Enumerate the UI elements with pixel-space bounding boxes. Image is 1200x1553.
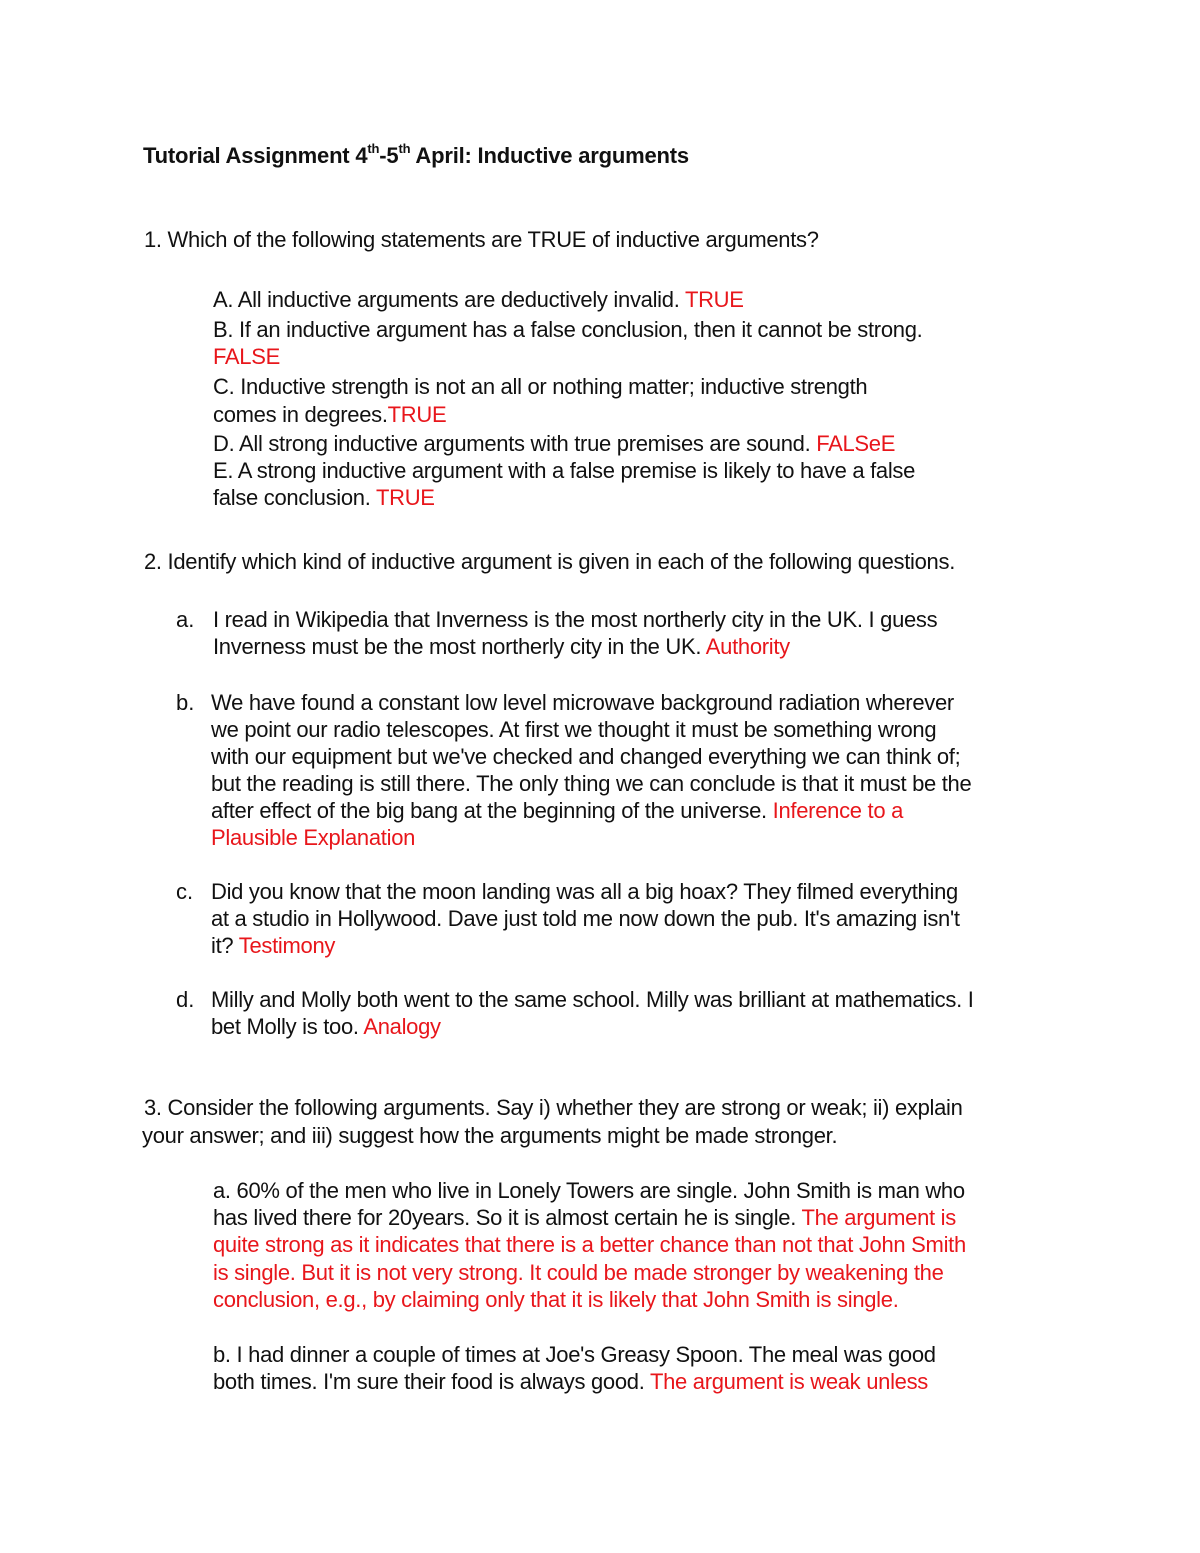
q1-option-c-text: comes in degrees. bbox=[213, 402, 388, 427]
question-2-prompt: 2. Identify which kind of inductive argument is given in each of the following questions. bbox=[144, 549, 956, 574]
q1-option-e-text: false conclusion. bbox=[213, 485, 376, 510]
q1-option-d-answer: FALSeE bbox=[816, 431, 896, 456]
q2-item-d-continued bbox=[211, 1013, 441, 1040]
q2-item-c-marker: c. bbox=[176, 879, 194, 904]
title-text: April: Inductive arguments bbox=[410, 143, 689, 168]
q2-item-b-text: after effect of the big bang at the beginning of the universe. bbox=[211, 798, 773, 823]
q1-option-c-text: C. Inductive strength is not an all or nothing matter; inductive strength bbox=[213, 374, 868, 399]
question-3-prompt: 3. Consider the following arguments. Say i) whether they are strong or weak; ii) explain bbox=[144, 1095, 963, 1120]
q1-option-a-answer: TRUE bbox=[684, 287, 744, 312]
q3-item-a-text: a. 60% of the men who live in Lonely Towers are single. John Smith is man who bbox=[213, 1178, 965, 1203]
title-text: -5 bbox=[379, 143, 399, 168]
q2-item-a-continued bbox=[213, 633, 790, 660]
question-1-prompt: 1. Which of the following statements are TRUE of inductive arguments? bbox=[144, 227, 819, 252]
q3-item-b-answer: The argument is weak unless bbox=[649, 1369, 928, 1394]
q2-item-d-text: bet Molly is too. bbox=[211, 1014, 364, 1039]
q3-item-a-continued bbox=[213, 1204, 956, 1231]
q1-option-c-answer: TRUE bbox=[387, 402, 447, 427]
q1-option-d bbox=[213, 430, 895, 457]
q2-item-a-answer: Authority bbox=[705, 634, 790, 659]
q3-item-a-answer: The argument is bbox=[801, 1205, 956, 1230]
q2-item-b-text: with our equipment but we've checked and changed everything we can think of; bbox=[211, 744, 961, 769]
q2-item-c-text: at a studio in Hollywood. Dave just told me now down the pub. It's amazing isn't bbox=[211, 906, 960, 931]
q3-item-a-answer: is single. But it is not very strong. It could be made stronger by weakening the bbox=[213, 1260, 944, 1285]
q2-item-c-text: Did you know that the moon landing was all a big hoax? They filmed everything bbox=[211, 879, 958, 904]
q1-option-c-continued bbox=[213, 401, 446, 428]
q2-item-c-answer: Testimony bbox=[238, 933, 336, 958]
q2-item-d-text: Milly and Molly both went to the same school. Milly was brilliant at mathematics. I bbox=[211, 987, 974, 1012]
q1-option-e-text: E. A strong inductive argument with a false premise is likely to have a false bbox=[213, 458, 916, 483]
q2-item-b-text: We have found a constant low level microwave background radiation wherever bbox=[211, 690, 954, 715]
q1-option-a bbox=[213, 286, 744, 313]
q2-item-a-marker: a. bbox=[176, 607, 195, 632]
q2-item-d-marker: d. bbox=[176, 987, 195, 1012]
q2-item-c-continued bbox=[211, 932, 335, 959]
q1-option-d-text: D. All strong inductive arguments with true premises are sound. bbox=[213, 431, 817, 456]
q2-item-d-answer: Analogy bbox=[363, 1014, 441, 1039]
q2-item-b-text: we point our radio telescopes. At first we thought it must be something wrong bbox=[211, 717, 937, 742]
page-title bbox=[143, 143, 689, 169]
question-3-prompt: your answer; and iii) suggest how the arguments might be made stronger. bbox=[142, 1123, 838, 1148]
q2-item-b-answer: Plausible Explanation bbox=[211, 825, 416, 850]
title-superscript: th bbox=[398, 141, 411, 156]
q2-item-b-text: but the reading is still there. The only thing we can conclude is that it must be the bbox=[211, 771, 972, 796]
q3-item-b-text: both times. I'm sure their food is always good. bbox=[213, 1369, 650, 1394]
title-text: Tutorial Assignment 4 bbox=[143, 143, 368, 168]
q1-option-e-continued bbox=[213, 484, 435, 511]
q1-option-b-text: B. If an inductive argument has a false conclusion, then it cannot be strong. bbox=[213, 317, 923, 342]
q3-item-a-answer: quite strong as it indicates that there is a better chance than not that John Smith bbox=[213, 1232, 966, 1257]
q2-item-c-text: it? bbox=[211, 933, 239, 958]
q3-item-a-text: has lived there for 20years. So it is almost certain he is single. bbox=[213, 1205, 802, 1230]
q2-item-b-marker: b. bbox=[176, 690, 195, 715]
q3-item-b-continued bbox=[213, 1368, 928, 1395]
title-superscript: th bbox=[367, 141, 380, 156]
q3-item-b-text: b. I had dinner a couple of times at Joe's Greasy Spoon. The meal was good bbox=[213, 1342, 936, 1367]
q2-item-a-text: I read in Wikipedia that Inverness is the most northerly city in the UK. I guess bbox=[213, 607, 938, 632]
q2-item-a-text: Inverness must be the most northerly city in the UK. bbox=[213, 634, 706, 659]
q2-item-b-continued bbox=[211, 797, 903, 824]
q1-option-a-text: A. All inductive arguments are deductively invalid. bbox=[213, 287, 685, 312]
q3-item-a-answer: conclusion, e.g., by claiming only that it is likely that John Smith is single. bbox=[213, 1287, 899, 1312]
q2-item-b-answer: Inference to a bbox=[772, 798, 904, 823]
q1-option-b-answer: FALSE bbox=[213, 344, 280, 369]
q1-option-e-answer: TRUE bbox=[375, 485, 435, 510]
